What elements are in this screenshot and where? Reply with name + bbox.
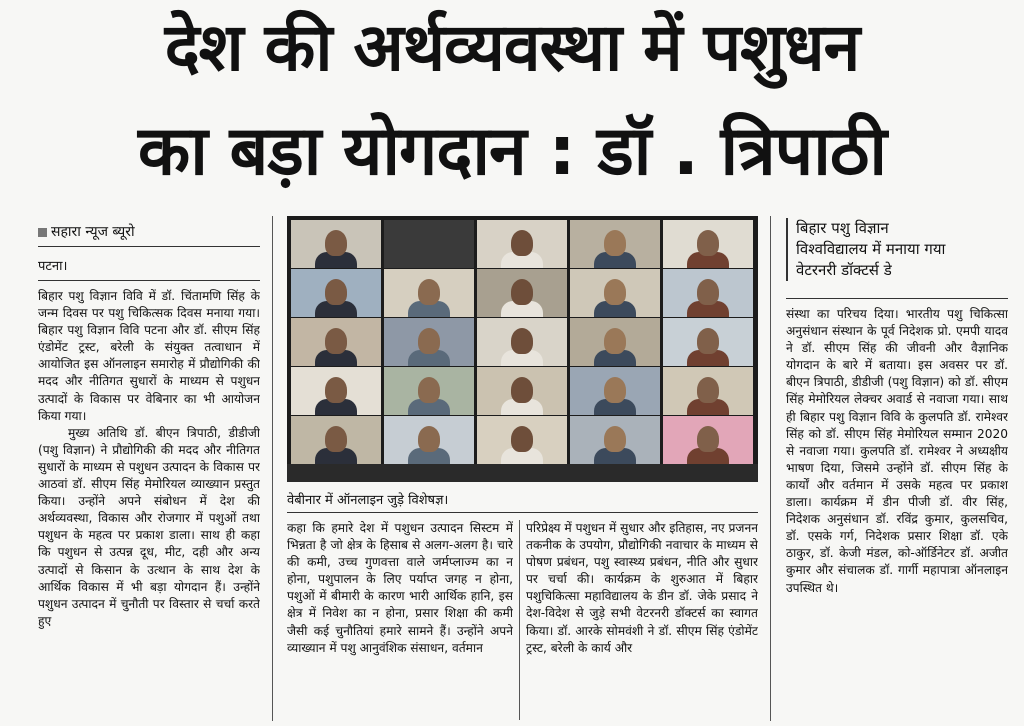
caption-rule	[287, 512, 758, 513]
sidebar-line: वेटरनरी डॉक्टर्स डे	[796, 261, 892, 279]
article-paragraph: कहा कि हमारे देश में पशुधन उत्पादन सिस्टम में भिन्नता है जो क्षेत्र के हिसाब से अलग-अलग है। चारे की कमी, उच्च गुणवत्ता वाले जर्मप्लाज्म का न होना, पशुपालन के लिए पर्याप्त जगह न होना, पशुओं में बीमारी के कारण भारी आर्थिक हानि, इस क्षेत्र में निवेश का न होना, प्रसार शिक्षा की कमी जैसी कई चुनौतियां हमारे सामने हैं। उन्होंने अपने व्याख्यान में पशु आनुवंशिक संसाधन, वर्तमान	[287, 521, 513, 655]
participant-head	[418, 377, 440, 403]
participant-head	[697, 328, 719, 354]
video-tile	[477, 367, 567, 415]
video-call-toolbar	[287, 464, 758, 482]
sidebar-rule	[786, 298, 1008, 299]
sidebar-summary-box	[786, 218, 1016, 281]
article-paragraph: बिहार पशु विज्ञान विवि में डॉ. चिंतामणि सिंह के जन्म दिवस पर पशु चिकित्सक दिवस मनाया गया। बिहार पशु विज्ञान विवि पटना और डॉ. सीएम सिंह एंडोमेंट ट्रस्ट, बरेली के संयुक्त तत्वाधान में आयोजित इस ऑनलाइन समारोह में प्रौद्योगिकी की मदद और नीतिगत सुधारों के माध्यम से पशुधन उत्पादों के विकास पर वेबिनार का भी आयोजन किया गया।	[38, 289, 260, 423]
column-divider	[519, 520, 520, 720]
headline-line-2: का बड़ा योगदान : डॉ . त्रिपाठी	[137, 112, 887, 191]
video-tile	[291, 220, 381, 268]
participant-head	[604, 377, 626, 403]
byline-rule	[38, 246, 260, 247]
video-tile	[477, 220, 567, 268]
participant-head	[697, 426, 719, 452]
participant-head	[604, 328, 626, 354]
video-tile	[570, 220, 660, 268]
dateline: पटना।	[38, 259, 68, 274]
video-tile	[570, 416, 660, 464]
article-column-2	[287, 520, 513, 720]
webinar-photo	[287, 216, 758, 482]
video-tile	[477, 416, 567, 464]
participant-head	[325, 328, 347, 354]
video-tile	[663, 416, 753, 464]
participant-head	[511, 230, 533, 256]
video-tile	[477, 318, 567, 366]
video-tile	[663, 318, 753, 366]
participant-head	[604, 426, 626, 452]
photo-caption: वेबीनार में ऑनलाइन जुड़े विशेषज्ञ।	[287, 493, 449, 508]
byline-text: सहारा न्यूज ब्यूरो	[51, 224, 135, 240]
participant-head	[325, 230, 347, 256]
headline-line-1: देश की अर्थव्यवस्था में पशुधन	[164, 9, 860, 86]
article-column-1	[38, 288, 260, 720]
participant-head	[511, 377, 533, 403]
participant-head	[325, 377, 347, 403]
video-tile	[663, 367, 753, 415]
video-tile	[384, 318, 474, 366]
article-paragraph: परिप्रेक्ष्य में पशुधन में सुधार और इतिहास, नए प्रजनन तकनीक के उपयोग, प्रौद्योगिकी नवाचार के माध्यम से पोषण प्रबंधन, पशु स्वास्थ्य प्रबंधन, नीति और सुधार पर चर्चा की। कार्यक्रम के शुरुआत में बिहार पशुचिकित्सा महाविद्यालय के डीन डॉ. जेके प्रसाद ने देश-विदेश से जुड़े सभी वेटरनरी डॉक्टर्स का स्वागत किया। डॉ. आरके सोमवंशी ने डॉ. सीएम सिंह एंडोमेंट ट्रस्ट, बरेली के कार्य और	[526, 521, 758, 655]
sidebar-line: विश्वविद्यालय में मनाया गया	[796, 240, 946, 258]
participant-head	[418, 328, 440, 354]
article-paragraph: मुख्य अतिथि डॉ. बीएन त्रिपाठी, डीडीजी (पशु विज्ञान) ने प्रौद्योगिकी की मदद और नीतिगत सुधारों के माध्यम से पशुधन उत्पादन के विकास पर आठवां डॉ. सीएम सिंह मेमोरियल व्याख्यान प्रस्तुत किया। उन्होंने अपने संबोधन में देश की अर्थव्यवस्था, विकास और रोजगार में पशुओं तथा पशुधन के महत्व पर प्रकाश डाला। साथ ही कहा कि पशुधन से उत्पन्न दूध, मीट, दही और अन्य उत्पादों से किसान के उत्थान के साथ देश के आर्थिक विकास में भी बड़ा योगदान हैं। उन्होंने पशुधन उत्पादन में चुनौती पर विस्तार से चर्चा करते हुए	[38, 425, 260, 628]
byline-square-icon	[38, 228, 47, 237]
byline	[38, 222, 135, 241]
video-tile	[570, 367, 660, 415]
video-tile	[384, 367, 474, 415]
participant-head	[511, 426, 533, 452]
video-tile	[663, 220, 753, 268]
video-tile	[570, 269, 660, 317]
participant-head	[325, 426, 347, 452]
video-tile	[384, 416, 474, 464]
participant-head	[697, 279, 719, 305]
dateline-rule	[38, 280, 260, 281]
participant-head	[604, 279, 626, 305]
column-divider	[272, 216, 273, 721]
participant-head	[511, 279, 533, 305]
participant-head	[697, 230, 719, 256]
participant-head	[511, 328, 533, 354]
video-tile	[291, 318, 381, 366]
video-tile	[663, 269, 753, 317]
video-tile	[477, 269, 567, 317]
article-column-3	[526, 520, 758, 720]
participant-head	[325, 279, 347, 305]
sidebar-line: बिहार पशु विज्ञान	[796, 219, 889, 237]
video-tile	[384, 220, 474, 268]
video-tile	[291, 269, 381, 317]
participant-head	[418, 426, 440, 452]
article-paragraph: संस्था का परिचय दिया। भारतीय पशु चिकित्सा अनुसंधान संस्थान के पूर्व निदेशक प्रो. एमपी यादव ने डॉ. सीएम सिंह की जीवनी और वैज्ञानिक योगदान के बारे में बताया। इस अवसर पर डॉ. बीएन त्रिपाठी, डीडीजी (पशु विज्ञान) को डॉ. सीएम सिंह मेमोरियल लेक्चर अवार्ड से नवाजा गया। साथ ही बिहार पशु विज्ञान विवि के कुलपति डॉ. रामेश्वर सिंह को डॉ. सीएम सिंह मेमोरियल सम्मान 2020 से नवाजा गया। कुलपति डॉ. रामेश्वर ने अध्यक्षीय भाषण दिया, जिसमे उन्होंने डॉ. सीएम सिंह के कार्यों और वर्तमान में उसके महत्व पर प्रकाश डाला। कार्यक्रम में डीन पीजी डॉ. वीर सिंह, निदेशक अनुसंधान डॉ. रविंद्र कुमार, कुलसचिव, डॉ. एसके गर्ग, निदेशक प्रसार शिक्षा डॉ. एके ठाकुर, डॉ. केजी मंडल, को-ऑर्डिनेटर डॉ. अजीत कुमार और संचालक डॉ. गार्गी महापात्रा ऑनलाइन उपस्थित थे।	[786, 307, 1008, 595]
video-tile	[291, 367, 381, 415]
article-column-4	[786, 306, 1008, 720]
participant-head	[697, 377, 719, 403]
video-tile	[384, 269, 474, 317]
participant-head	[604, 230, 626, 256]
video-tile	[570, 318, 660, 366]
participant-head	[418, 279, 440, 305]
column-divider	[770, 216, 771, 721]
video-tile	[291, 416, 381, 464]
